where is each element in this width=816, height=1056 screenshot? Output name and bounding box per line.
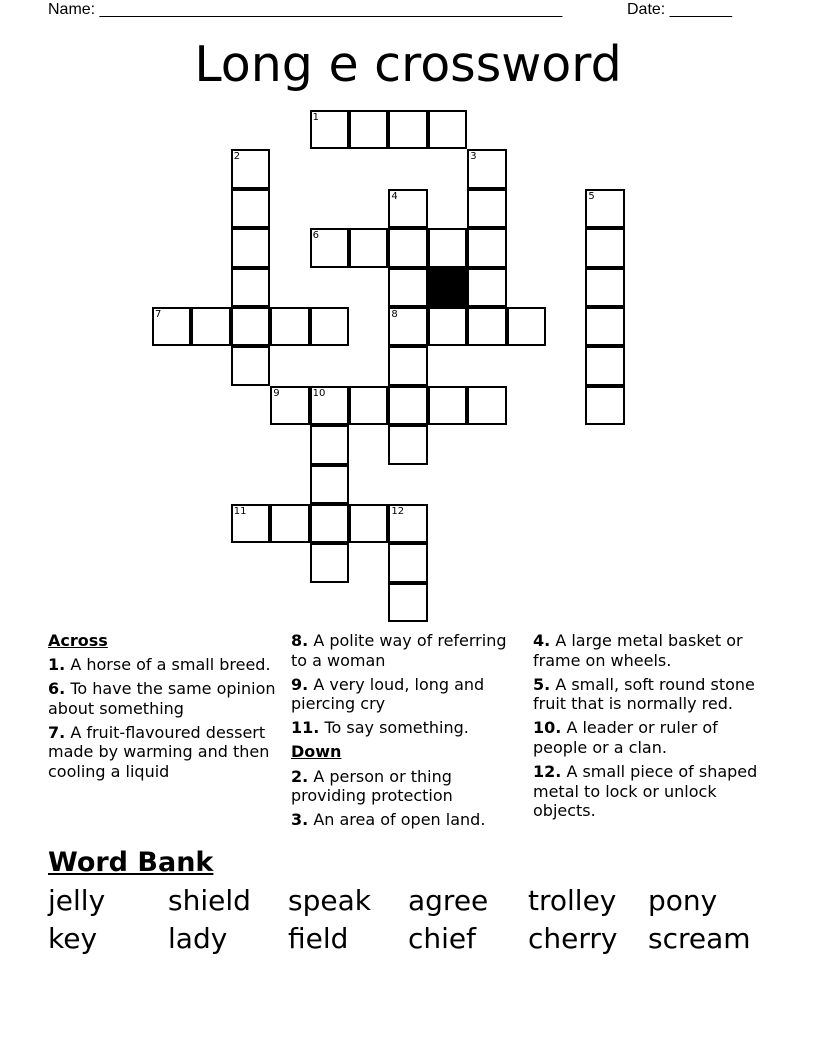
word-bank-title: Word Bank — [48, 847, 214, 878]
grid-cell[interactable] — [310, 504, 349, 543]
clue-number: 12. — [533, 762, 562, 782]
clue-number-label: 12 — [391, 506, 405, 517]
grid-cell[interactable] — [231, 228, 270, 267]
clue-text: A polite way of referring to a woman — [291, 631, 507, 670]
clue-down-10 — [533, 718, 769, 757]
clue-across-9 — [291, 675, 527, 714]
clue-number: 2. — [291, 766, 309, 786]
grid-cell[interactable] — [388, 425, 427, 464]
grid-cell[interactable] — [349, 504, 388, 543]
word-bank-word: scream — [648, 922, 751, 955]
clue-text: To have the same opinion about something — [48, 679, 276, 718]
clue-number-label: 1 — [312, 112, 319, 123]
grid-cell[interactable] — [585, 307, 624, 346]
grid-cell[interactable] — [428, 307, 467, 346]
clue-number: 1. — [48, 655, 66, 675]
word-bank-word: field — [288, 922, 349, 955]
clue-text: A leader or ruler of people or a clan. — [533, 718, 718, 757]
clue-text: An area of open land. — [313, 810, 486, 830]
clue-number-label: 3 — [470, 151, 477, 163]
grid-cell[interactable] — [467, 149, 506, 188]
grid-cell[interactable] — [388, 268, 427, 307]
grid-cell[interactable] — [310, 425, 349, 464]
clue-across-7 — [48, 723, 284, 782]
clue-number-label: 8 — [391, 309, 398, 320]
grid-cell[interactable] — [270, 386, 309, 425]
clue-number: 10. — [533, 718, 562, 738]
clue-across-11 — [291, 718, 527, 738]
grid-cell[interactable] — [388, 386, 427, 425]
clue-number: 6. — [48, 679, 66, 699]
word-bank-word: cherry — [528, 922, 618, 955]
grid-cell[interactable] — [467, 268, 506, 307]
clue-number: 3. — [291, 810, 309, 830]
grid-cell[interactable] — [467, 386, 506, 425]
black-cell — [428, 268, 467, 307]
clue-number-label: 2 — [233, 151, 241, 163]
clue-number: 7. — [48, 722, 66, 742]
grid-cell[interactable] — [152, 307, 191, 346]
word-bank-word: pony — [648, 884, 718, 917]
clues-column-2 — [291, 631, 527, 834]
grid-cell[interactable] — [231, 346, 270, 385]
clue-text: A very loud, long and piercing cry — [291, 674, 485, 714]
grid-cell[interactable] — [428, 228, 467, 267]
grid-cell[interactable] — [191, 307, 230, 346]
grid-cell[interactable] — [388, 228, 427, 267]
clue-down-3 — [291, 810, 527, 830]
grid-cell[interactable] — [388, 110, 427, 149]
grid-cell[interactable] — [388, 543, 427, 582]
clue-number: 5. — [533, 674, 551, 694]
word-bank-word: shield — [168, 884, 251, 917]
clue-number-label: 4 — [391, 190, 398, 202]
down-heading: Down — [291, 742, 342, 762]
clue-across-8 — [291, 631, 527, 670]
clue-number-label: 11 — [233, 506, 247, 517]
clue-number: 11. — [291, 718, 320, 738]
grid-cell[interactable] — [310, 307, 349, 346]
clue-text: To say something. — [324, 718, 469, 738]
clue-down-2 — [291, 767, 527, 806]
grid-cell[interactable] — [467, 228, 506, 267]
grid-cell[interactable] — [388, 583, 427, 622]
grid-cell[interactable] — [388, 307, 427, 346]
clue-across-1 — [48, 655, 284, 675]
clue-text: A fruit-flavoured dessert made by warming and then cooling a liquid — [48, 722, 270, 782]
clue-number-label: 9 — [273, 387, 280, 399]
name-field[interactable]: Name: ____________________________________________________ — [48, 1, 563, 18]
clue-down-4 — [533, 631, 769, 670]
clue-number-label: 10 — [312, 387, 326, 399]
clues-column-3 — [533, 631, 769, 825]
page-title: Long e crossword — [194, 36, 622, 93]
clue-across-6 — [48, 679, 284, 718]
grid-cell[interactable] — [349, 110, 388, 149]
clue-text: A horse of a small breed. — [70, 655, 271, 675]
grid-cell[interactable] — [585, 228, 624, 267]
grid-cell[interactable] — [388, 504, 427, 543]
clue-text: A small, soft round stone fruit that is normally red. — [533, 674, 755, 714]
date-field[interactable]: Date: _______ — [627, 1, 732, 18]
word-bank-word: speak — [288, 884, 371, 917]
word-bank-word: chief — [408, 922, 477, 955]
clue-number-label: 7 — [155, 309, 162, 320]
grid-cell[interactable] — [270, 307, 309, 346]
grid-cell[interactable] — [388, 189, 427, 228]
clue-number-label: 5 — [588, 190, 595, 202]
grid-cell[interactable] — [231, 149, 270, 188]
grid-cell[interactable] — [428, 110, 467, 149]
grid-cell[interactable] — [231, 268, 270, 307]
word-bank-word: jelly — [48, 884, 106, 917]
grid-cell[interactable] — [585, 386, 624, 425]
clue-text: A small piece of shaped metal to lock or unlock objects. — [533, 762, 758, 821]
grid-cell[interactable] — [507, 307, 546, 346]
grid-cell[interactable] — [467, 307, 506, 346]
grid-cell[interactable] — [349, 386, 388, 425]
grid-cell[interactable] — [585, 189, 624, 228]
grid-cell[interactable] — [310, 110, 349, 149]
grid-cell[interactable] — [310, 228, 349, 267]
word-bank-word: key — [48, 922, 98, 955]
word-bank-word: trolley — [528, 884, 617, 917]
grid-cell[interactable] — [388, 346, 427, 385]
clue-down-12 — [533, 762, 769, 821]
grid-cell[interactable] — [467, 189, 506, 228]
clue-number: 4. — [533, 631, 551, 650]
clue-number: 8. — [291, 631, 309, 650]
clue-text: A person or thing providing protection — [291, 766, 453, 806]
word-bank-word: agree — [408, 884, 489, 917]
clue-down-5 — [533, 675, 769, 714]
grid-cell[interactable] — [585, 346, 624, 385]
grid-cell[interactable] — [270, 504, 309, 543]
grid-cell[interactable] — [231, 307, 270, 346]
clue-number-label: 6 — [312, 230, 319, 242]
grid-cell[interactable] — [428, 386, 467, 425]
clue-number: 9. — [291, 674, 309, 694]
grid-cell[interactable] — [349, 228, 388, 267]
grid-cell[interactable] — [310, 465, 349, 504]
grid-cell[interactable] — [585, 268, 624, 307]
grid-cell[interactable] — [231, 504, 270, 543]
grid-cell[interactable] — [310, 386, 349, 425]
clues-column-1 — [48, 631, 284, 786]
across-heading: Across — [48, 631, 108, 650]
grid-cell[interactable] — [231, 189, 270, 228]
word-bank-word: lady — [168, 922, 228, 955]
clue-text: A large metal basket or frame on wheels. — [533, 631, 743, 670]
grid-cell[interactable] — [310, 543, 349, 582]
